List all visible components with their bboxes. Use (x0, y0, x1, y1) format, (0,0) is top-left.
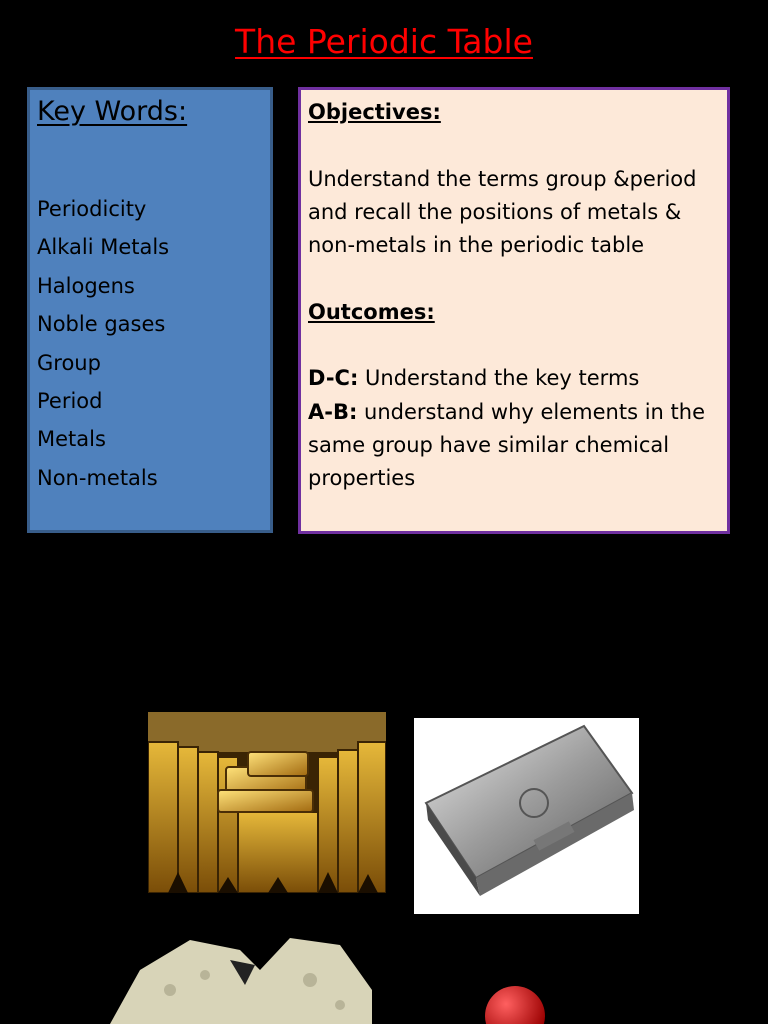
key-word-item: Periodicity (37, 197, 147, 221)
key-word-item: Period (37, 388, 103, 413)
outcomes-heading: Outcomes: (308, 299, 435, 324)
red-sphere-image (470, 980, 560, 1024)
objectives-text: Understand the terms group &period and recall the positions of metals & non-metals in the periodic table (308, 166, 697, 258)
key-words-heading: Key Words: (37, 96, 188, 127)
outcome-item (308, 362, 721, 395)
key-word-item: Alkali Metals (37, 235, 170, 260)
silver-bar-image (414, 718, 639, 914)
key-words-panel (27, 87, 273, 533)
key-word-item: Halogens (37, 273, 135, 298)
outcome-text: Understand the key terms (358, 366, 640, 391)
gold-bars-image (148, 712, 386, 893)
objectives-heading: Objectives: (308, 100, 441, 124)
outcome-item (308, 396, 721, 496)
key-word-item: Metals (37, 427, 106, 452)
key-word-item: Group (37, 350, 101, 375)
objectives-panel (298, 87, 730, 534)
key-words-list (37, 190, 169, 497)
key-word-item: Non-metals (37, 465, 158, 490)
outcome-text: understand why elements in the same group have similar chemical properties (308, 399, 705, 491)
page-title: The Periodic Table (235, 22, 533, 61)
key-word-item: Noble gases (37, 312, 166, 337)
white-mineral-image (110, 930, 372, 1024)
outcome-grade: A-B: (308, 399, 358, 424)
outcome-grade: D-C: (308, 366, 359, 391)
